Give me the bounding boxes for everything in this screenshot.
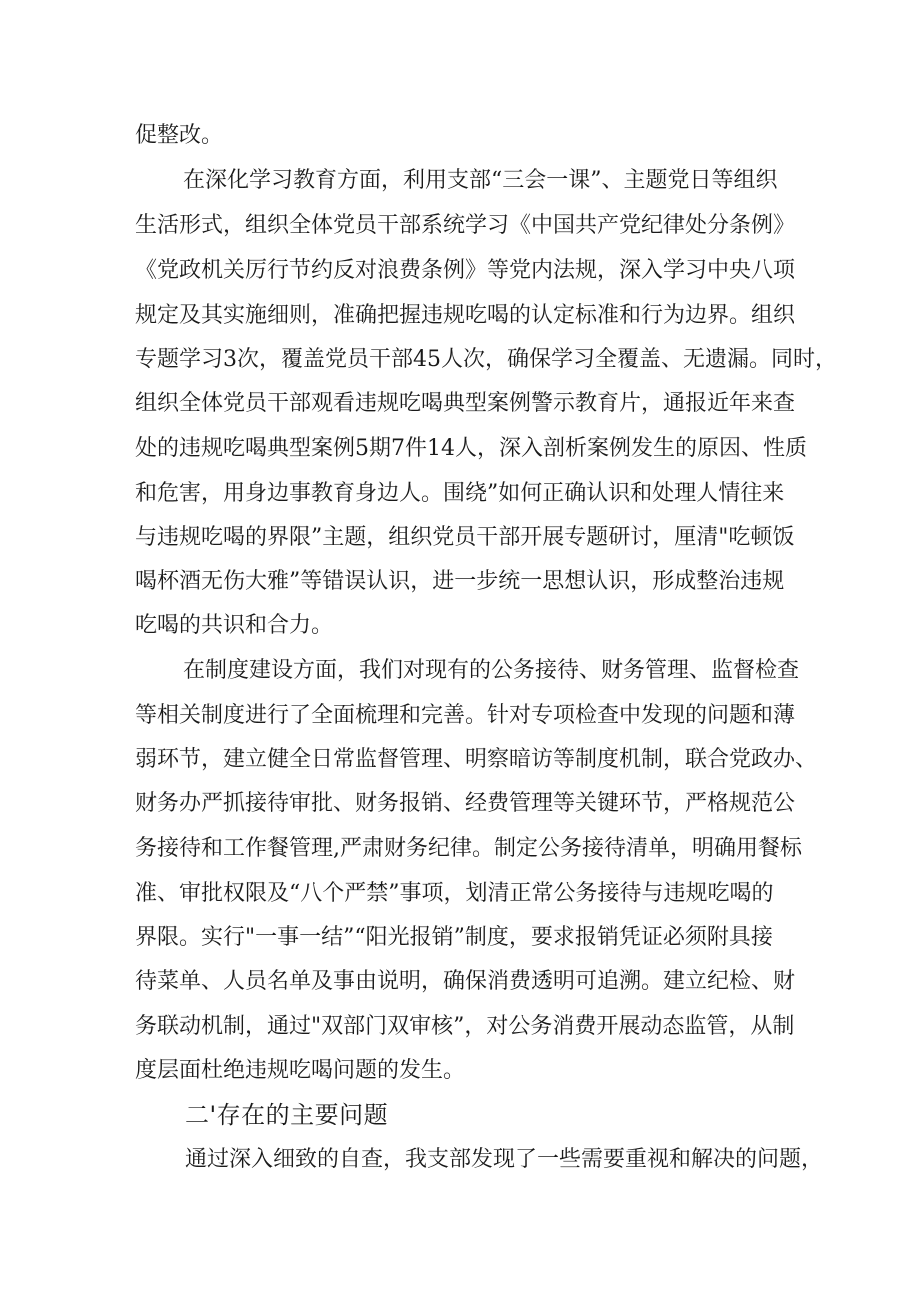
- paragraph-line: 在深化学习教育方面，利用支部“三会一课”、主题党日等组织: [183, 168, 778, 193]
- paragraph-line: 度层面杜绝违规吃喝问题的发生。: [135, 1058, 466, 1083]
- paragraph-line: 组织全体党员干部观看违规吃喝典型案例警示教育片，通报近年来查: [135, 391, 796, 416]
- paragraph-line: 等相关制度进行了全面梳理和完善。针对专项检查中发现的问题和薄: [135, 703, 796, 728]
- paragraph-line: 规定及其实施细则，准确把握违规吃喝的认定标准和行为边界。组织: [135, 303, 796, 328]
- paragraph-line: 《党政机关厉行节约反对浪费条例》等党内法规，深入学习中央八项: [135, 258, 796, 283]
- paragraph-line: 生活形式，组织全体党员干部系统学习《中国共产党纪律处分条例》: [135, 213, 796, 238]
- paragraph-line: 处的违规吃喝典型案例5期7件14人，深入剖析案例发生的原因、性质: [135, 436, 807, 461]
- paragraph-line: 专题学习3次，覆盖党员干部45人次，确保学习全覆盖、无遗漏。同时，: [135, 347, 837, 372]
- paragraph-line: 通过深入细致的自查，我支部发现了一些需要重视和解决的问题，: [185, 1147, 824, 1172]
- paragraph-line: 促整改。: [135, 123, 224, 148]
- paragraph-line: 务接待和工作餐管理,严肃财务纪律。制定公务接待清单，明确用餐标: [135, 836, 802, 861]
- paragraph-line: 财务办严抓接待审批、财务报销、经费管理等关键环节，严格规范公: [135, 791, 796, 816]
- paragraph-line: 和危害，用身边事教育身边人。围绕”如何正确认识和处理人情往来: [135, 481, 785, 506]
- paragraph-line: 与违规吃喝的界限”主题，组织党员干部开展专题研讨，厘清"吃顿饭: [135, 525, 795, 550]
- paragraph-line: 务联动机制，通过"双部门双审核”，对公务消费开展动态监管，从制: [135, 1014, 795, 1039]
- paragraph-line: 界限。实行"一事一结”“阳光报销”制度，要求报销凭证必须附具接: [135, 925, 773, 950]
- paragraph-line: 弱环节，建立健全日常监督管理、明察暗访等制度机制，联合党政办、: [135, 747, 818, 772]
- paragraph-line: 待菜单、人员名单及事由说明，确保消费透明可追溯。建立纪检、财: [135, 969, 796, 994]
- paragraph-line: 在制度建设方面，我们对现有的公务接待、财务管理、监督检查: [183, 658, 800, 683]
- paragraph-line: 吃喝的共识和合力。: [135, 613, 334, 638]
- paragraph-line: 喝杯酒无伤大雅”等错误认识，进一步统一思想认识，形成整治违规: [135, 569, 785, 594]
- paragraph-line: 准、审批权限及“八个严禁”事项，划清正常公务接待与违规吃喝的: [135, 881, 774, 906]
- section-heading: 二'存在的主要问题: [185, 1101, 389, 1129]
